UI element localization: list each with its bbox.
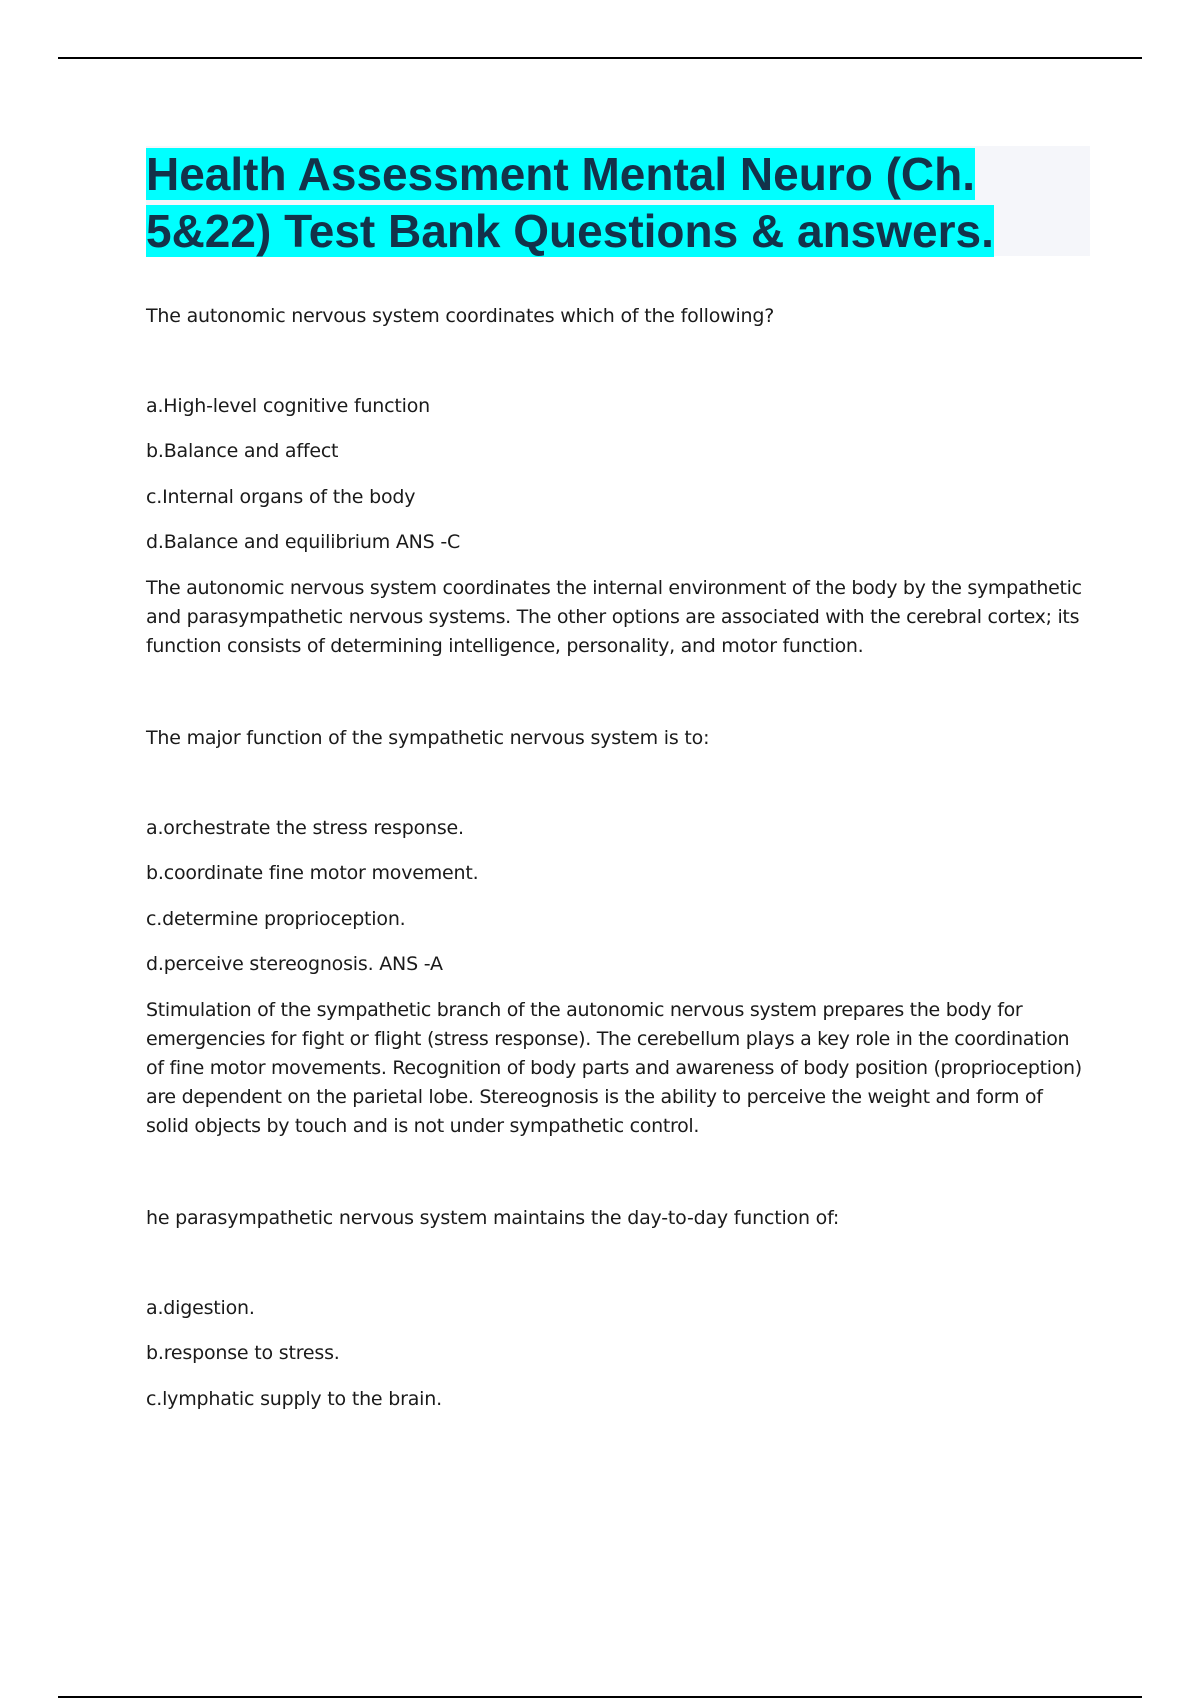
question-2-rationale: Stimulation of the sympathetic branch of the autonomic nervous system prepares the body for emergencies for fight or flight (stress response). The cerebellum plays a key role in the coordination of fine motor movements. Recognition of body parts and awareness of body position (proprioception) are dependent on the parietal lobe. Stereognosis is the ability to perceive the weight and form of solid objects by touch and is not under sympathetic control. bbox=[146, 999, 1082, 1137]
document-title bbox=[146, 146, 1090, 260]
question-2-option-a: a.orchestrate the stress response. bbox=[146, 817, 464, 839]
question-2-option-b: b.coordinate fine motor movement. bbox=[146, 862, 479, 884]
question-1-option-c: c.Internal organs of the body bbox=[146, 486, 416, 508]
bottom-rule bbox=[58, 1696, 1142, 1698]
question-2-text: The major function of the sympathetic nervous system is to: bbox=[146, 727, 710, 749]
title-block bbox=[146, 146, 1090, 256]
question-1-option-b: b.Balance and affect bbox=[146, 440, 339, 462]
question-1-rationale: The autonomic nervous system coordinates the internal environment of the body by the sympathetic and parasympathetic nervous systems. The other options are associated with the cerebral cortex; its function consists of determining intelligence, personality, and motor function. bbox=[146, 577, 1082, 657]
question-1-option-a: a.High-level cognitive function bbox=[146, 395, 430, 417]
question-3-option-c: c.lymphatic supply to the brain. bbox=[146, 1388, 442, 1410]
title-highlight: Health Assessment Mental Neuro (Ch. 5&22) Test Bank Questions & answers. bbox=[146, 148, 994, 257]
question-3-option-a: a.digestion. bbox=[146, 1297, 255, 1319]
question-1-text: The autonomic nervous system coordinates which of the following? bbox=[146, 305, 775, 327]
question-1-option-d: d.Balance and equilibrium ANS -C bbox=[146, 531, 461, 553]
question-3-option-b: b.response to stress. bbox=[146, 1342, 340, 1364]
question-3-text: he parasympathetic nervous system maintains the day-to-day function of: bbox=[146, 1207, 840, 1229]
question-2-option-c: c.determine proprioception. bbox=[146, 908, 406, 930]
top-rule bbox=[58, 57, 1142, 59]
question-2-option-d: d.perceive stereognosis. ANS -A bbox=[146, 953, 443, 975]
